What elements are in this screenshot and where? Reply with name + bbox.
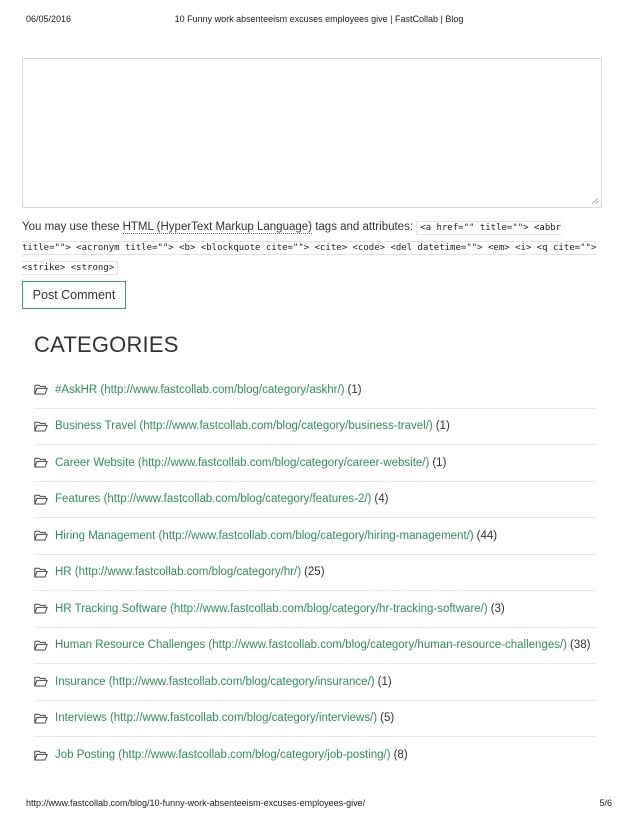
category-link[interactable]: Features (http://www.fastcollab.com/blog/category/features-2/) [55, 493, 372, 506]
category-link[interactable]: Insurance (http://www.fastcollab.com/blog/category/insurance/) [55, 675, 375, 688]
category-count: (1) [432, 456, 447, 469]
categories-list [34, 372, 596, 774]
category-link[interactable]: Career Website (http://www.fastcollab.com/blog/category/career-website/) [55, 456, 430, 469]
folder-open-icon [34, 384, 48, 395]
category-link[interactable]: HR Tracking Software (http://www.fastcollab.com/blog/category/hr-tracking-software/) [55, 602, 488, 615]
category-count: (5) [380, 712, 395, 725]
category-item [34, 518, 596, 555]
print-header [26, 14, 612, 28]
category-link[interactable]: Interviews (http://www.fastcollab.com/blog/category/interviews/) [55, 712, 378, 725]
folder-open-icon [34, 640, 48, 651]
category-item [34, 628, 596, 665]
category-link[interactable]: Human Resource Challenges (http://www.fastcollab.com/blog/category/human-resource-challenges/) [55, 639, 567, 652]
folder-open-icon [34, 676, 48, 687]
print-url: http://www.fastcollab.com/blog/10-funny-work-absenteeism-excuses-employees-give/ [26, 798, 366, 808]
print-page-title: 10 Funny work absenteeism excuses employees give | FastCollab | Blog [174, 14, 464, 24]
category-link[interactable]: Hiring Management (http://www.fastcollab.com/blog/category/hiring-management/) [55, 529, 474, 542]
resize-grip-icon[interactable] [591, 197, 599, 205]
folder-open-icon [34, 421, 48, 432]
category-item [34, 701, 596, 738]
folder-open-icon [34, 567, 48, 578]
page-number: 5/6 [599, 798, 612, 808]
category-count: (1) [377, 675, 392, 688]
category-link[interactable]: Business Travel (http://www.fastcollab.com/blog/category/business-travel/) [55, 420, 433, 433]
category-item [34, 409, 596, 446]
category-item [34, 482, 596, 519]
category-count: (25) [304, 566, 325, 579]
allowed-tags-note [22, 218, 610, 278]
category-count: (44) [476, 529, 498, 542]
category-link[interactable]: Job Posting (http://www.fastcollab.com/blog/category/job-posting/) [55, 749, 391, 762]
category-item [34, 591, 596, 628]
category-link[interactable]: #AskHR (http://www.fastcollab.com/blog/category/askhr/) [55, 383, 345, 396]
category-item [34, 372, 596, 409]
category-count: (38) [570, 639, 591, 652]
allowed-prefix: You may use these [22, 221, 120, 233]
category-link[interactable]: HR (http://www.fastcollab.com/blog/category/hr/) [55, 566, 302, 579]
folder-open-icon [34, 713, 48, 724]
category-count: (3) [490, 602, 505, 615]
folder-open-icon [34, 750, 48, 761]
folder-open-icon [34, 530, 48, 541]
html-abbr[interactable]: HTML (HyperText Markup Language) [122, 221, 312, 233]
print-date: 06/05/2016 [26, 14, 72, 24]
print-footer [26, 798, 612, 812]
category-item [34, 664, 596, 701]
category-count: (4) [374, 493, 389, 506]
folder-open-icon [34, 457, 48, 468]
post-comment-button[interactable]: Post Comment [22, 281, 126, 309]
categories-heading: CATEGORIES [34, 332, 179, 357]
folder-open-icon [34, 603, 48, 614]
category-item [34, 737, 596, 774]
category-count: (1) [347, 383, 362, 396]
allowed-tags-code: <a href="" title=""> <abbr title=""> <acronym title=""> <b> <blockquote cite=""> <cite> <code> <del datetime=""> <em> <i> <q cite=""> <strike> <strong> [22, 223, 597, 273]
folder-open-icon [34, 494, 48, 505]
comment-textarea[interactable] [22, 58, 602, 208]
category-item [34, 555, 596, 592]
category-item [34, 445, 596, 482]
category-count: (8) [393, 749, 408, 762]
category-count: (1) [435, 420, 450, 433]
allowed-suffix: tags and attributes: [315, 221, 414, 233]
